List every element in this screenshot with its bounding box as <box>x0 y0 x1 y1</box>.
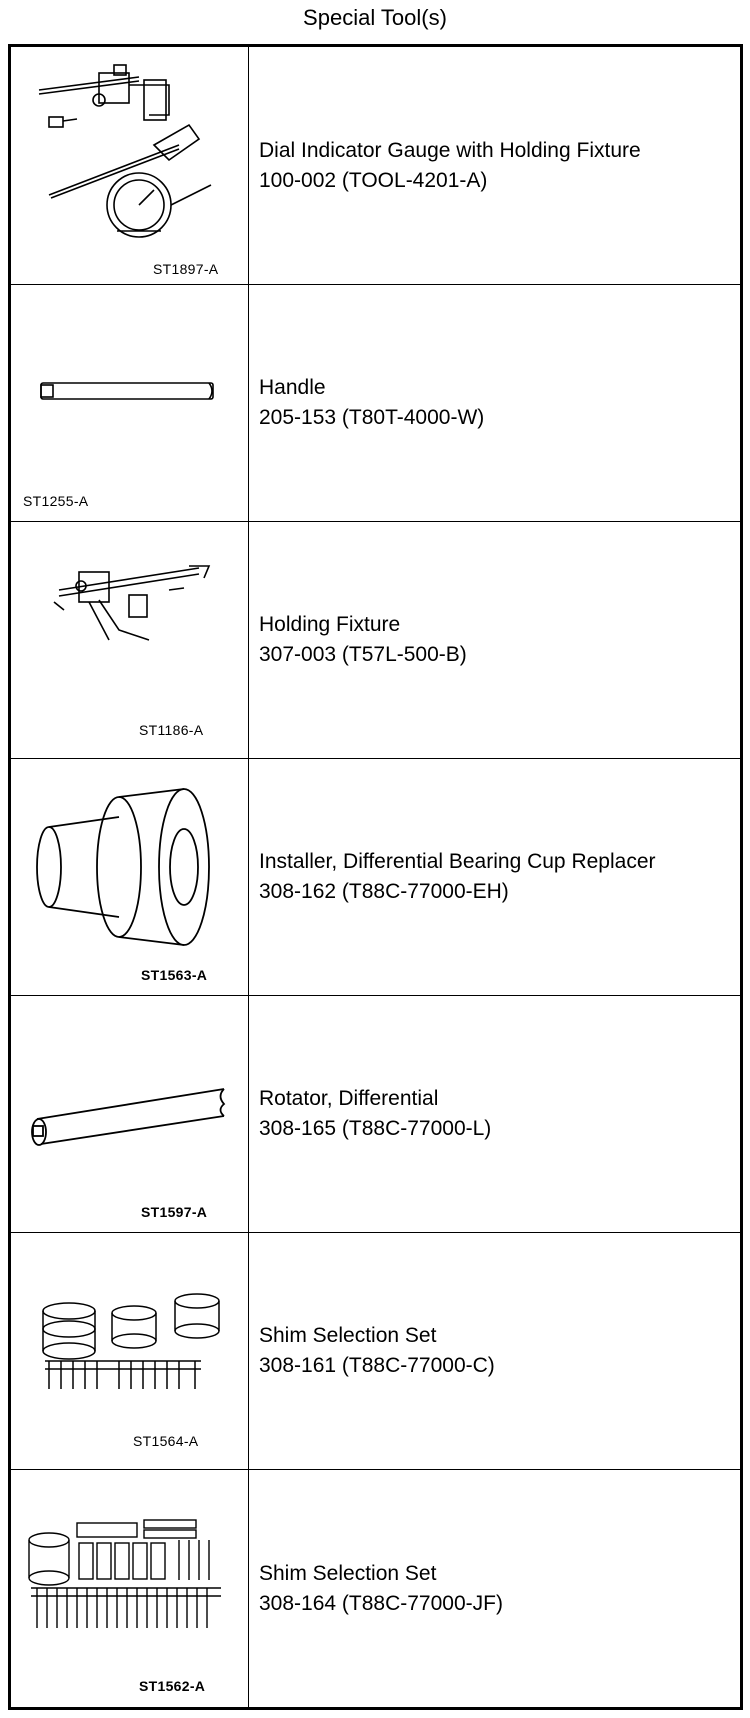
tool-description <box>259 285 737 521</box>
tool-number: 307-003 (T57L-500-B) <box>259 643 467 666</box>
shim-set-icon <box>19 1241 239 1431</box>
tool-number: 205-153 (T80T-4000-W) <box>259 406 485 429</box>
tool-number: 308-165 (T88C-77000-L) <box>259 1117 492 1140</box>
table-row <box>11 521 740 758</box>
tool-image-cell <box>11 996 249 1232</box>
tool-image-cell <box>11 759 249 995</box>
tool-number: 308-162 (T88C-77000-EH) <box>259 880 509 903</box>
tool-description <box>259 47 737 284</box>
handle-icon <box>19 293 239 483</box>
shim-set-large-icon <box>19 1478 239 1668</box>
special-tools-table <box>8 44 743 1710</box>
tool-description <box>259 759 737 995</box>
differential-rotator-icon <box>19 1004 239 1194</box>
tool-number: 100-002 (TOOL-4201-A) <box>259 168 488 192</box>
tool-image-cell <box>11 285 249 521</box>
tool-number: 308-164 (T88C-77000-JF) <box>259 1591 503 1615</box>
tool-description <box>259 996 737 1232</box>
tool-name: Dial Indicator Gauge with Holding Fixture <box>259 138 641 162</box>
table-row <box>11 47 740 284</box>
tool-code: ST1186-A <box>139 722 204 738</box>
tool-name: Installer, Differential Bearing Cup Replacer <box>259 850 656 873</box>
tool-description <box>259 1470 737 1707</box>
tool-number: 308-161 (T88C-77000-C) <box>259 1354 495 1377</box>
tool-name: Holding Fixture <box>259 613 401 636</box>
table-row <box>11 284 740 521</box>
tool-name: Rotator, Differential <box>259 1087 439 1110</box>
tool-name: Handle <box>259 376 326 399</box>
tool-name: Shim Selection Set <box>259 1324 437 1347</box>
table-row <box>11 1232 740 1469</box>
table-row <box>11 758 740 995</box>
tool-code: ST1897-A <box>153 261 219 277</box>
tool-image-cell <box>11 1470 249 1707</box>
page-title: Special Tool(s) <box>303 5 447 30</box>
tool-image-cell <box>11 522 249 758</box>
bearing-cup-installer-icon <box>19 767 239 957</box>
tool-code: ST1597-A <box>141 1204 208 1220</box>
tool-image-cell <box>11 47 249 284</box>
holding-fixture-icon <box>19 530 239 720</box>
table-row <box>11 995 740 1232</box>
table-row <box>11 1469 740 1707</box>
dial-indicator-icon <box>19 55 239 245</box>
tool-code: ST1564-A <box>133 1433 199 1449</box>
tool-image-cell <box>11 1233 249 1469</box>
tool-name: Shim Selection Set <box>259 1561 437 1585</box>
tool-code: ST1563-A <box>141 967 208 983</box>
tool-description <box>259 522 737 758</box>
tool-description <box>259 1233 737 1469</box>
tool-code: ST1255-A <box>23 493 89 509</box>
tool-code: ST1562-A <box>139 1678 206 1694</box>
